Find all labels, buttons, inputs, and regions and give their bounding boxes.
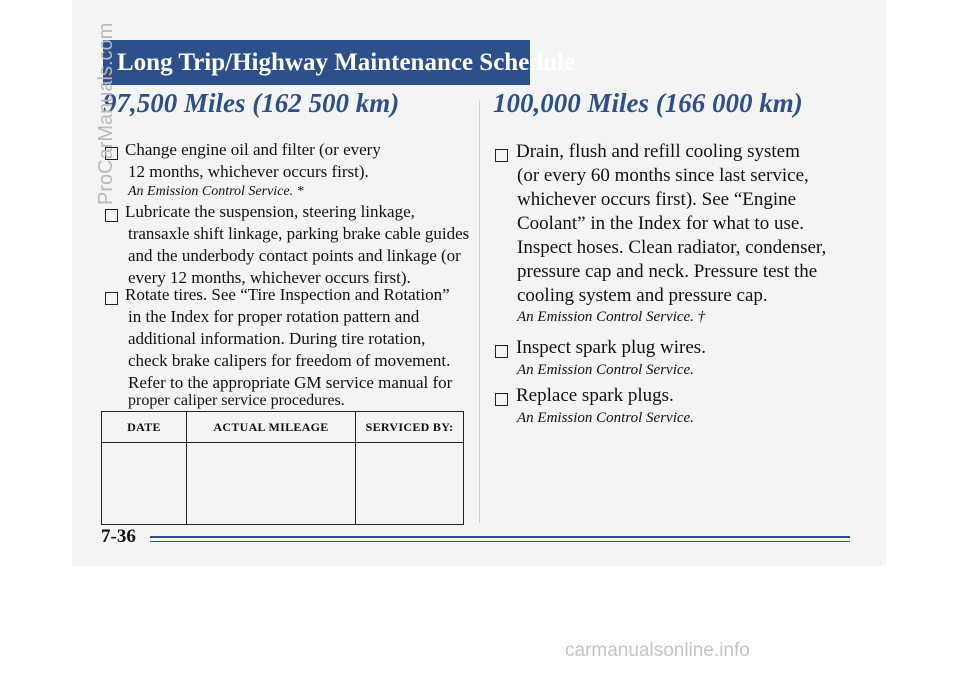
item-text-line: 12 months, whichever occurs first).	[128, 162, 369, 181]
item-text-line: in the Index for proper rotation pattern and	[128, 307, 420, 326]
item-text-line: additional information. During tire rotation,	[128, 329, 426, 348]
checkbox-icon[interactable]	[495, 393, 508, 406]
item-text-line: proper caliper service procedures.	[128, 392, 345, 409]
service-log-table	[101, 411, 464, 525]
item-text-line: Inspect hoses. Clean radiator, condenser,	[517, 237, 827, 258]
emission-note: An Emission Control Service. *	[128, 184, 304, 199]
log-cell-mileage[interactable]	[187, 443, 356, 525]
emission-note: An Emission Control Service. †	[517, 309, 706, 325]
item-text-line: Rotate tires. See “Tire Inspection and Rotation”	[125, 285, 450, 304]
left-column-heading: 97,500 Miles (162 500 km)	[103, 88, 400, 118]
item-text-line: Coolant” in the Index for what to use.	[517, 213, 805, 234]
item-text-line: whichever occurs first). See “Engine	[517, 189, 797, 210]
item-text-line: transaxle shift linkage, parking brake cable guides	[128, 224, 470, 243]
item-text-line: (or every 60 months since last service,	[517, 165, 809, 186]
emission-note: An Emission Control Service.	[517, 362, 694, 378]
item-text-line: every 12 months, whichever occurs first).	[128, 268, 411, 287]
footer-rule	[150, 536, 850, 538]
banner-title: Long Trip/Highway Maintenance Schedule	[117, 49, 576, 76]
checkbox-icon[interactable]	[105, 209, 118, 222]
checkbox-icon[interactable]	[495, 149, 508, 162]
log-cell-date[interactable]	[102, 443, 187, 525]
page-number: 7-36	[101, 526, 136, 547]
item-text-line: Drain, flush and refill cooling system	[516, 141, 800, 162]
side-watermark: ProCarManuals.com	[95, 22, 117, 205]
emission-note: An Emission Control Service.	[517, 410, 694, 426]
item-text-line: pressure cap and neck. Pressure test the	[517, 261, 818, 282]
section-banner	[103, 40, 576, 85]
item-text-line: Change engine oil and filter (or every	[125, 140, 381, 159]
checkbox-icon[interactable]	[495, 345, 508, 358]
item-text-line: check brake calipers for freedom of movement.	[128, 351, 451, 370]
log-header-serviced-by: SERVICED BY:	[356, 412, 464, 443]
right-column-heading: 100,000 Miles (166 000 km)	[493, 88, 803, 118]
item-text-line: Replace spark plugs.	[516, 385, 674, 406]
footer-logo: carmanualsonline.info	[565, 640, 750, 661]
item-text-line: cooling system and pressure cap.	[517, 285, 768, 306]
item-text-line: Lubricate the suspension, steering linkage,	[125, 202, 415, 221]
log-cell-serviced-by[interactable]	[356, 443, 464, 525]
item-text-line: Refer to the appropriate GM service manual for	[128, 373, 453, 392]
log-header-mileage: ACTUAL MILEAGE	[187, 412, 356, 443]
item-text-line: and the underbody contact points and linkage (or	[128, 246, 461, 265]
footer-rule-thin	[150, 541, 850, 542]
item-text-line: Inspect spark plug wires.	[516, 337, 706, 358]
log-header-date: DATE	[102, 412, 187, 443]
checkbox-icon[interactable]	[105, 292, 118, 305]
column-divider	[479, 100, 480, 523]
